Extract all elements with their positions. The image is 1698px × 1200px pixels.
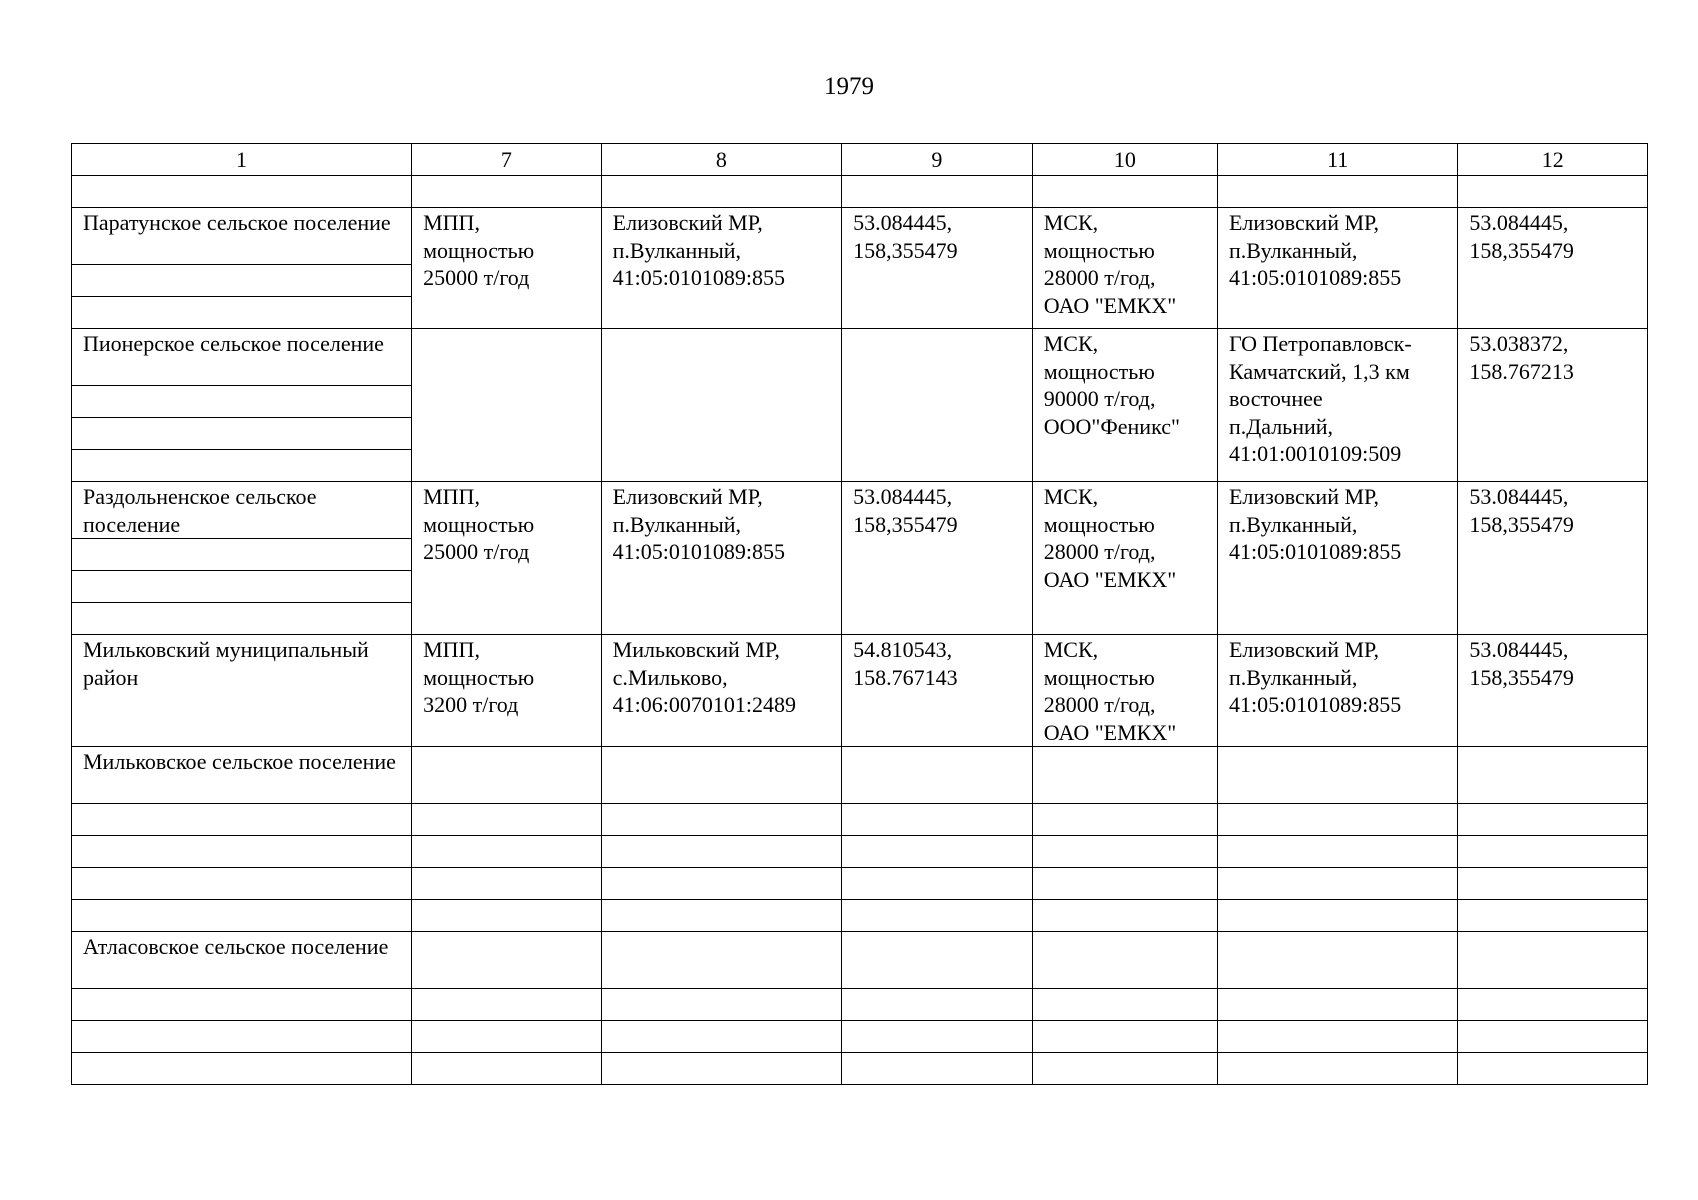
- table-cell: [412, 989, 602, 1021]
- msk-cell-text: МСК, мощностью 28000 т/год, ОАО "ЕМКХ": [1043, 637, 1177, 745]
- table-row: [72, 932, 1648, 989]
- msk-location-cell: [1217, 208, 1457, 329]
- table-cell: [412, 900, 602, 932]
- table-cell: [601, 900, 841, 932]
- table-cell: [1032, 900, 1217, 932]
- table-row: [72, 1053, 1648, 1085]
- msk-cell: [1032, 635, 1217, 747]
- table-cell: [1217, 1053, 1457, 1085]
- coordinates-cell: [842, 635, 1033, 747]
- table-cell: [72, 571, 412, 603]
- table-row: [72, 747, 1648, 804]
- table-cell: [1217, 989, 1457, 1021]
- msk-location-cell-text: Елизовский МР, п.Вулканный, 41:05:0101089:855: [1228, 210, 1402, 290]
- table-cell: [72, 603, 412, 635]
- column-header: 10: [1032, 144, 1217, 176]
- coordinates-cell-text: 53.084445, 158,355479: [853, 484, 958, 537]
- table-cell: [842, 900, 1033, 932]
- column-header: 7: [412, 144, 602, 176]
- settlement-name-cell-text: Раздольненское сельское поселение: [83, 484, 317, 537]
- capacity-cell: [412, 329, 602, 482]
- table-cell: [601, 1053, 841, 1085]
- column-header: 12: [1458, 144, 1648, 176]
- table-cell: [72, 836, 412, 868]
- location-cell: [601, 635, 841, 747]
- table-cell: [601, 989, 841, 1021]
- msk-location-cell: [1217, 932, 1457, 989]
- table-row: [72, 804, 1648, 836]
- table-cell: [1032, 804, 1217, 836]
- capacity-cell-text: МПП, мощностью 3200 т/год: [423, 637, 535, 717]
- table-cell: [1217, 836, 1457, 868]
- table-cell: [1217, 900, 1457, 932]
- table-cell: [1458, 989, 1648, 1021]
- msk-coordinates-cell-text: 53.084445, 158,355479: [1469, 210, 1574, 263]
- table-cell: [842, 1053, 1033, 1085]
- table-body: [72, 176, 1648, 1085]
- table-cell: [72, 1053, 412, 1085]
- msk-coordinates-cell: [1458, 208, 1648, 329]
- msk-cell-text: МСК, мощностью 90000 т/год, ООО"Феникс": [1043, 331, 1180, 439]
- table-cell: [72, 868, 412, 900]
- msk-coordinates-cell-text: 53.038372, 158.767213: [1469, 331, 1574, 384]
- settlement-name-cell: [72, 482, 412, 539]
- location-cell: [601, 747, 841, 804]
- column-header: 1: [72, 144, 412, 176]
- table-cell: [1217, 804, 1457, 836]
- table-cell: [601, 836, 841, 868]
- table-cell: [1032, 989, 1217, 1021]
- location-cell-text: Елизовский МР, п.Вулканный, 41:05:0101089:855: [612, 210, 785, 290]
- table-cell: [1032, 1053, 1217, 1085]
- coordinates-cell: [842, 208, 1033, 329]
- location-cell-text: Елизовский МР, п.Вулканный, 41:05:0101089:855: [612, 484, 785, 564]
- table-cell: [72, 265, 412, 297]
- table-row: [72, 900, 1648, 932]
- table-cell: [72, 386, 412, 418]
- msk-coordinates-cell: [1458, 329, 1648, 482]
- table-cell: [412, 804, 602, 836]
- table-cell: [601, 1021, 841, 1053]
- table-row: [72, 635, 1648, 747]
- table-row: [72, 836, 1648, 868]
- table-cell: [842, 868, 1033, 900]
- table-cell: [412, 176, 602, 208]
- table-cell: [1458, 868, 1648, 900]
- msk-location-cell-text: ГО Петропавловск- Камчатский, 1,3 км восточнее п.Дальний, 41:01:0010109:509: [1228, 331, 1412, 466]
- table-cell: [72, 450, 412, 482]
- coordinates-cell: [842, 932, 1033, 989]
- table-row: [72, 482, 1648, 539]
- msk-location-cell: [1217, 635, 1457, 747]
- table-cell: [842, 804, 1033, 836]
- settlement-name-cell: [72, 208, 412, 265]
- table-cell: [412, 836, 602, 868]
- column-header: 9: [842, 144, 1033, 176]
- table-cell: [412, 868, 602, 900]
- msk-coordinates-cell-text: 53.084445, 158,355479: [1469, 484, 1574, 537]
- table-cell: [1458, 900, 1648, 932]
- msk-coordinates-cell: [1458, 932, 1648, 989]
- table-row: [72, 208, 1648, 265]
- table-cell: [72, 1021, 412, 1053]
- table-cell: [72, 176, 412, 208]
- table-cell: [72, 804, 412, 836]
- capacity-cell: [412, 932, 602, 989]
- table-cell: [72, 900, 412, 932]
- settlement-name-cell-text: Мильковский муниципальный район: [83, 637, 369, 690]
- coordinates-cell: [842, 329, 1033, 482]
- capacity-cell-text: МПП, мощностью 25000 т/год: [423, 484, 535, 564]
- settlement-name-cell: [72, 635, 412, 747]
- table-row: [72, 868, 1648, 900]
- location-cell: [601, 482, 841, 635]
- data-table: [71, 143, 1648, 1085]
- capacity-cell-text: МПП, мощностью 25000 т/год: [423, 210, 535, 290]
- msk-cell-text: МСК, мощностью 28000 т/год, ОАО "ЕМКХ": [1043, 484, 1177, 592]
- capacity-cell: [412, 635, 602, 747]
- table-cell: [842, 176, 1033, 208]
- location-cell: [601, 208, 841, 329]
- table-row: [72, 989, 1648, 1021]
- msk-cell: [1032, 208, 1217, 329]
- msk-location-cell: [1217, 329, 1457, 482]
- table-cell: [72, 297, 412, 329]
- msk-coordinates-cell: [1458, 635, 1648, 747]
- settlement-name-cell: [72, 747, 412, 804]
- table-cell: [601, 868, 841, 900]
- column-header: 8: [601, 144, 841, 176]
- column-header: 11: [1217, 144, 1457, 176]
- table-cell: [1458, 1021, 1648, 1053]
- table-cell: [1217, 1021, 1457, 1053]
- table-row: [72, 329, 1648, 386]
- coordinates-cell-text: 54.810543, 158.767143: [853, 637, 958, 690]
- table-cell: [412, 1053, 602, 1085]
- table-cell: [842, 989, 1033, 1021]
- msk-cell: [1032, 482, 1217, 635]
- table-cell: [1458, 176, 1648, 208]
- location-cell: [601, 932, 841, 989]
- settlement-name-cell-text: Атласовское сельское поселение: [83, 934, 389, 959]
- capacity-cell: [412, 482, 602, 635]
- settlement-name-cell-text: Мильковское сельское поселение: [83, 749, 396, 774]
- table-cell: [1458, 804, 1648, 836]
- table-cell: [412, 1021, 602, 1053]
- msk-coordinates-cell: [1458, 482, 1648, 635]
- settlement-name-cell: [72, 329, 412, 386]
- table-cell: [1217, 176, 1457, 208]
- msk-location-cell: [1217, 747, 1457, 804]
- location-cell: [601, 329, 841, 482]
- table-cell: [1032, 836, 1217, 868]
- msk-coordinates-cell-text: 53.084445, 158,355479: [1469, 637, 1574, 690]
- table-cell: [842, 836, 1033, 868]
- settlement-name-cell-text: Паратунское сельское поселение: [83, 210, 391, 235]
- location-cell-text: Мильковский МР, с.Мильково, 41:06:0070101:2489: [612, 637, 796, 717]
- capacity-cell: [412, 747, 602, 804]
- settlement-name-cell-text: Пионерское сельское поселение: [83, 331, 384, 356]
- table-cell: [1217, 868, 1457, 900]
- table-cell: [1458, 836, 1648, 868]
- msk-location-cell-text: Елизовский МР, п.Вулканный, 41:05:0101089:855: [1228, 637, 1402, 717]
- table-cell: [1032, 176, 1217, 208]
- coordinates-cell-text: 53.084445, 158,355479: [853, 210, 958, 263]
- table-cell: [1032, 868, 1217, 900]
- settlement-name-cell: [72, 932, 412, 989]
- table-row: [72, 176, 1648, 208]
- page-number: 1979: [824, 73, 874, 100]
- table-cell: [601, 804, 841, 836]
- table-row: [72, 1021, 1648, 1053]
- msk-cell: [1032, 329, 1217, 482]
- table-cell: [842, 1021, 1033, 1053]
- table-cell: [601, 176, 841, 208]
- msk-cell: [1032, 747, 1217, 804]
- msk-cell-text: МСК, мощностью 28000 т/год, ОАО "ЕМКХ": [1043, 210, 1177, 318]
- coordinates-cell: [842, 482, 1033, 635]
- table-cell: [72, 989, 412, 1021]
- coordinates-cell: [842, 747, 1033, 804]
- msk-location-cell: [1217, 482, 1457, 635]
- msk-coordinates-cell: [1458, 747, 1648, 804]
- msk-cell: [1032, 932, 1217, 989]
- msk-location-cell-text: Елизовский МР, п.Вулканный, 41:05:0101089:855: [1228, 484, 1402, 564]
- table-cell: [1458, 1053, 1648, 1085]
- column-number-row: [72, 144, 1648, 176]
- table-cell: [72, 418, 412, 450]
- capacity-cell: [412, 208, 602, 329]
- table-cell: [1032, 1021, 1217, 1053]
- table-cell: [72, 539, 412, 571]
